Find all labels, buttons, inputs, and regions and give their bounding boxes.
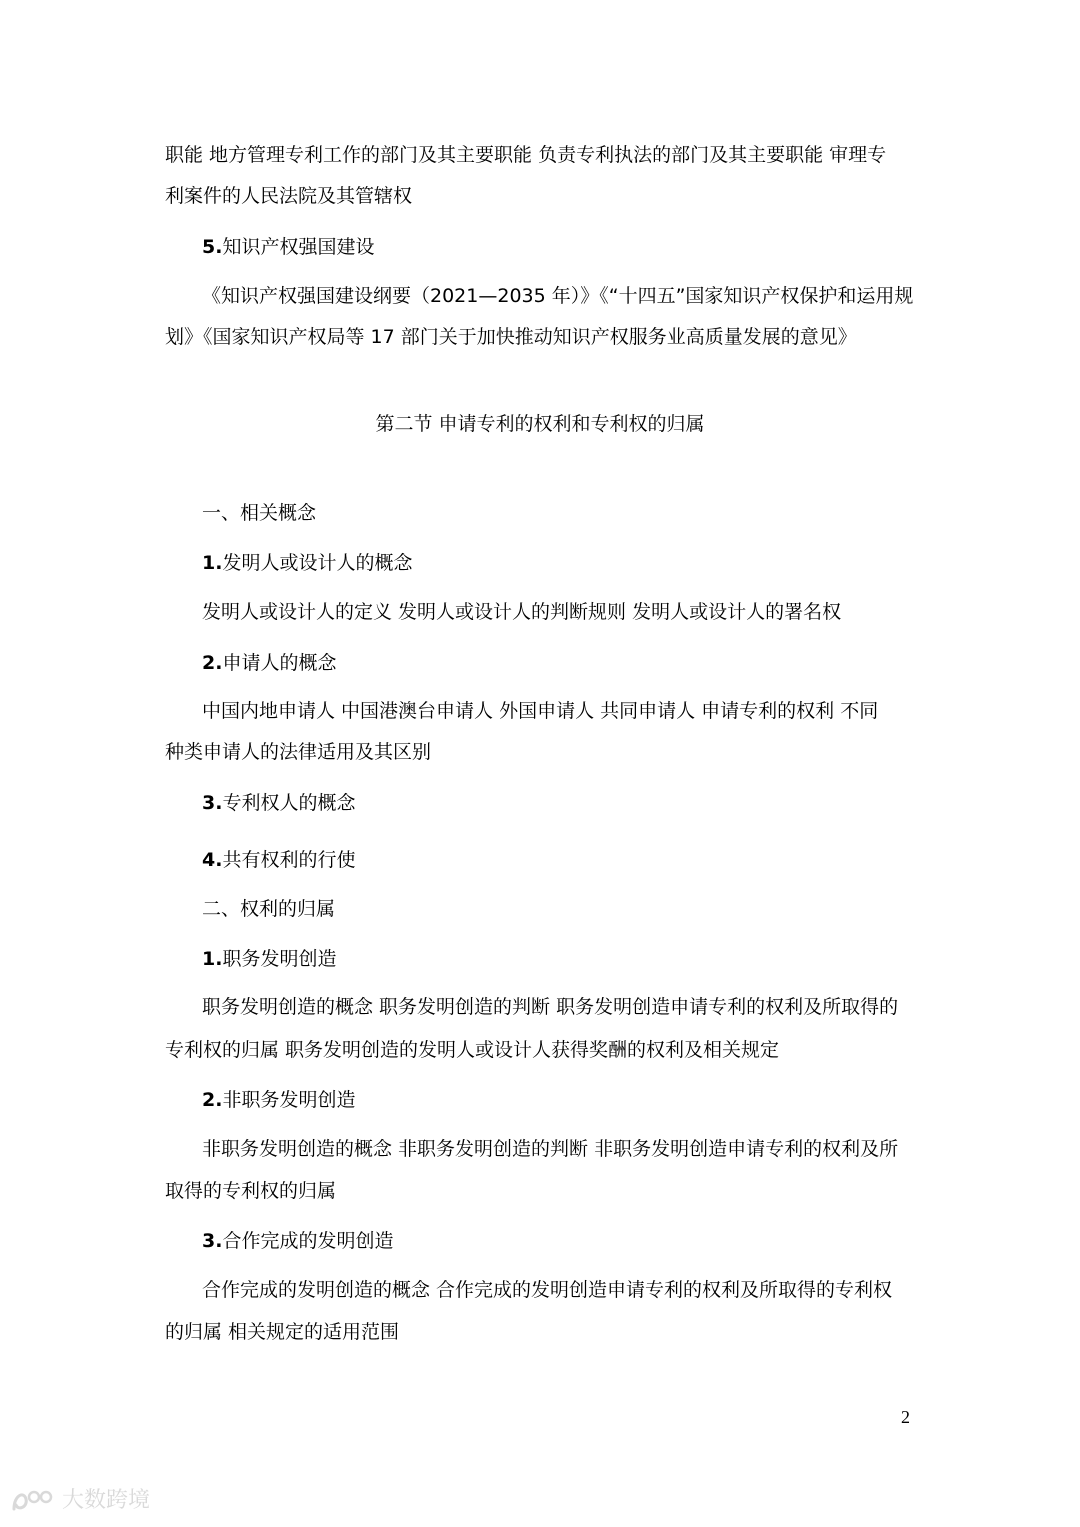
item-number: 5.	[202, 236, 223, 258]
item-number: 4.	[202, 849, 223, 871]
paragraph-line: 发明人或设计人的定义 发明人或设计人的判断规则 发明人或设计人的署名权	[202, 601, 842, 623]
part-heading: 二、权利的归属	[202, 898, 336, 920]
item-heading	[202, 791, 355, 815]
item-heading	[202, 947, 336, 971]
paragraph-line: 合作完成的发明创造的概念 合作完成的发明创造申请专利的权利及所取得的专利权	[202, 1279, 893, 1301]
paragraph-line: 种类申请人的法律适用及其区别	[165, 741, 432, 763]
item-number: 2.	[202, 652, 223, 674]
item-title: 知识产权强国建设	[222, 236, 375, 258]
watermark	[10, 1486, 150, 1516]
paragraph-line: 职务发明创造的概念 职务发明创造的判断 职务发明创造申请专利的权利及所取得的	[202, 996, 899, 1018]
paragraph-line: 取得的专利权的归属	[165, 1180, 337, 1202]
paragraph-line: 划》《国家知识产权局等 17 部门关于加快推动知识产权服务业高质量发展的意见》	[165, 326, 857, 348]
item-heading	[202, 551, 412, 575]
item-title: 共有权利的行使	[222, 849, 356, 871]
item-number: 1.	[202, 552, 223, 574]
paragraph-line: 专利权的归属 职务发明创造的发明人或设计人获得奖酬的权利及相关规定	[165, 1039, 780, 1061]
item-title: 非职务发明创造	[222, 1089, 356, 1111]
item-heading	[202, 848, 355, 872]
item-heading	[202, 235, 374, 259]
paragraph-line: 的归属 相关规定的适用范围	[165, 1321, 400, 1343]
paragraph-line: 职能 地方管理专利工作的部门及其主要职能 负责专利执法的部门及其主要职能 审理专	[165, 144, 887, 166]
item-number: 3.	[202, 792, 223, 814]
item-heading	[202, 651, 336, 675]
section-title: 第二节 申请专利的权利和专利权的归属	[375, 413, 705, 435]
paragraph-line: 中国内地申请人 中国港澳台申请人 外国申请人 共同申请人 申请专利的权利 不同	[202, 700, 879, 722]
watermark-text: 大数跨境	[62, 1488, 151, 1513]
item-title: 申请人的概念	[222, 652, 337, 674]
item-title: 发明人或设计人的概念	[222, 552, 413, 574]
item-title: 合作完成的发明创造	[222, 1230, 394, 1252]
page-number: 2	[901, 1407, 910, 1427]
item-title: 专利权人的概念	[222, 792, 356, 814]
brand-logo-icon	[10, 1487, 56, 1515]
item-title: 职务发明创造	[222, 948, 337, 970]
paragraph-line: 非职务发明创造的概念 非职务发明创造的判断 非职务发明创造申请专利的权利及所	[202, 1138, 899, 1160]
item-number: 1.	[202, 948, 223, 970]
item-number: 2.	[202, 1089, 223, 1111]
paragraph-line: 《知识产权强国建设纲要（2021—2035 年）》《“十四五”国家知识产权保护和运用规	[202, 285, 914, 307]
item-heading	[202, 1229, 393, 1253]
part-heading: 一、相关概念	[202, 502, 317, 524]
item-heading	[202, 1088, 355, 1112]
item-number: 3.	[202, 1230, 223, 1252]
paragraph-line: 利案件的人民法院及其管辖权	[165, 185, 413, 207]
